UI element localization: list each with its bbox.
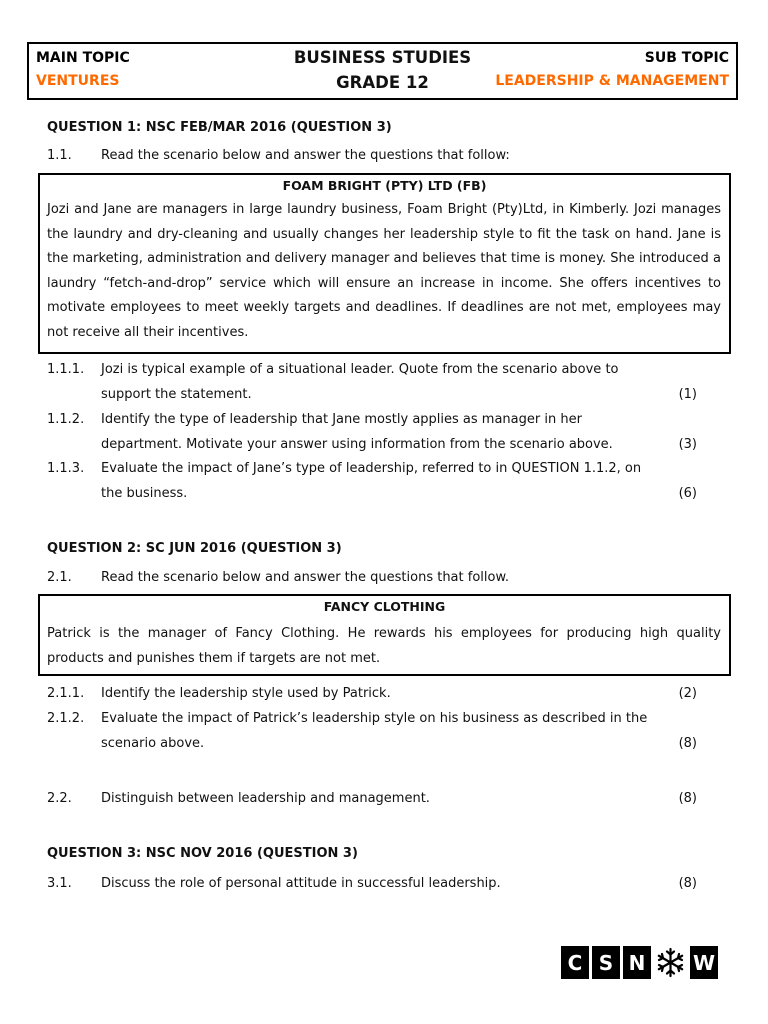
item-number: 1.1. (47, 148, 72, 163)
item-text-continued: support the statement. (101, 387, 252, 402)
main-topic-value: VENTURES (36, 73, 120, 89)
item-text: Identify the type of leadership that Jane mostly applies as manager in her (101, 412, 582, 427)
item-text-continued: scenario above. (101, 736, 205, 751)
item-text: Identify the leadership style used by Patrick. (101, 686, 391, 701)
item-number: 2.2. (47, 791, 72, 806)
item-mark: (8) (678, 736, 697, 751)
question-2-1-intro (47, 570, 697, 590)
question-2-heading: QUESTION 2: SC JUN 2016 (QUESTION 3) (47, 541, 342, 556)
logo-letter: W (690, 946, 718, 979)
subject-title: BUSINESS STUDIES (293, 48, 472, 67)
scenario-box-fancy-clothing (38, 594, 731, 676)
item-mark: (8) (678, 876, 697, 891)
question-1-heading: QUESTION 1: NSC FEB/MAR 2016 (QUESTION 3) (47, 120, 392, 135)
question-3-1 (47, 876, 697, 896)
item-number: 2.1.1. (47, 686, 85, 701)
item-number: 1.1.3. (47, 461, 85, 476)
question-1-1-3 (47, 461, 697, 481)
scenario-title: FOAM BRIGHT (PTY) LTD (FB) (282, 178, 487, 193)
snowflake-icon (654, 946, 687, 979)
item-mark: (3) (678, 437, 697, 452)
logo-letter: C (561, 946, 589, 979)
logo-letter: S (592, 946, 620, 979)
csnow-logo (561, 946, 721, 979)
item-number: 3.1. (47, 876, 72, 891)
scenario-text: Patrick is the manager of Fancy Clothing. He rewards his employees for producing high quality products and punishes them if targets are not met. (47, 626, 721, 666)
item-mark: (6) (678, 486, 697, 501)
item-text: Distinguish between leadership and management. (101, 791, 430, 806)
item-text-continued: the business. (101, 486, 188, 501)
scenario-text: Jozi and Jane are managers in large laundry business, Foam Bright (Pty)Ltd, in Kimberly. Jozi manages the laundry and dry-cleaning and usually changes her leadership style to fit the task on hand. Jane is the marketing, administration and delivery manager and believes that time is money. She introduced a laundry “fetch-and-drop” service which will ensure an increase in income. She offers incentives to motivate employees to meet weekly targets and deadlines. If deadlines are not met, employees may not receive all their incentives. (47, 202, 721, 340)
item-text: Read the scenario below and answer the questions that follow. (101, 570, 510, 585)
question-1-1-2 (47, 412, 697, 432)
item-text: Jozi is typical example of a situational leader. Quote from the scenario above to (101, 362, 619, 377)
item-mark: (2) (678, 686, 697, 701)
scenario-box-foam-bright (38, 173, 731, 354)
question-2-2 (47, 791, 697, 811)
sub-topic-label: SUB TOPIC (644, 50, 729, 66)
logo-letter: N (623, 946, 651, 979)
item-mark: (1) (678, 387, 697, 402)
question-3-heading: QUESTION 3: NSC NOV 2016 (QUESTION 3) (47, 846, 358, 861)
item-text: Discuss the role of personal attitude in successful leadership. (101, 876, 501, 891)
question-2-1-2 (47, 711, 697, 731)
scenario-title: FANCY CLOTHING (323, 599, 446, 614)
item-number: 2.1.2. (47, 711, 85, 726)
item-number: 1.1.1. (47, 362, 85, 377)
item-text-continued: department. Motivate your answer using information from the scenario above. (101, 437, 613, 452)
main-topic-label: MAIN TOPIC (36, 50, 130, 66)
item-number: 2.1. (47, 570, 72, 585)
item-text: Read the scenario below and answer the questions that follow: (101, 148, 510, 163)
question-1-1-intro (47, 148, 697, 168)
question-1-1-1 (47, 362, 697, 382)
header-box (27, 42, 738, 100)
question-2-1-1 (47, 686, 697, 706)
item-number: 1.1.2. (47, 412, 85, 427)
item-text: Evaluate the impact of Jane’s type of leadership, referred to in QUESTION 1.1.2, on (101, 461, 642, 476)
sub-topic-value: LEADERSHIP & MANAGEMENT (495, 73, 729, 89)
item-mark: (8) (678, 791, 697, 806)
grade-title: GRADE 12 (336, 73, 429, 92)
item-text: Evaluate the impact of Patrick’s leadership style on his business as described in the (101, 711, 648, 726)
